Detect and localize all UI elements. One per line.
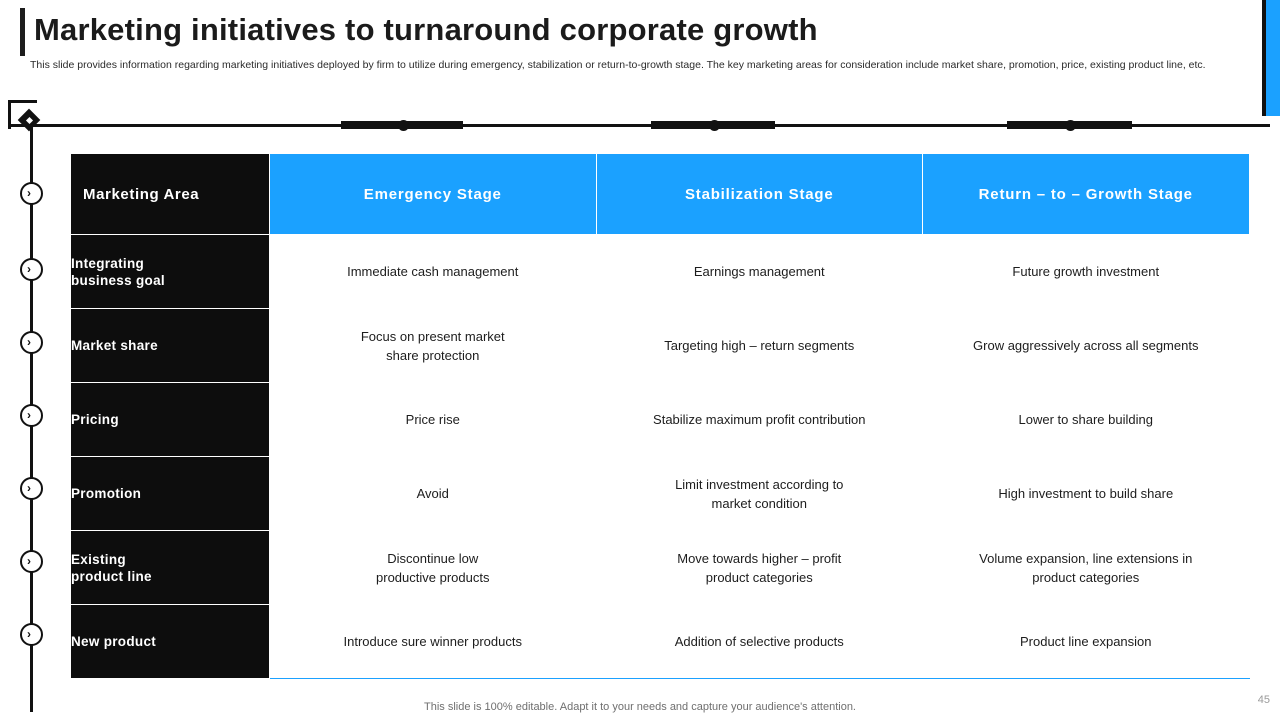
cell-return: Product line expansion <box>923 605 1250 679</box>
cell-stabilization: Earnings management <box>596 235 923 309</box>
table-row <box>71 309 1250 383</box>
rail-bullet-row-4 <box>20 477 43 500</box>
cell-emergency: Price rise <box>270 383 597 457</box>
cell-return: Volume expansion, line extensions in product categories <box>923 531 1250 605</box>
column-header-emergency-stage: Emergency Stage <box>270 154 597 235</box>
rail-bullet-row-6 <box>20 623 43 646</box>
cell-return: Grow aggressively across all segments <box>923 309 1250 383</box>
row-label: Market share <box>71 309 270 383</box>
cell-emergency: Focus on present market share protection <box>270 309 597 383</box>
cell-emergency: Discontinue low productive products <box>270 531 597 605</box>
row-label: New product <box>71 605 270 679</box>
cell-emergency: Immediate cash management <box>270 235 597 309</box>
rail-bullet-row-1 <box>20 258 43 281</box>
page-subtitle: This slide provides information regarding marketing initiatives deployed by firm to utilize during emergency, stabilization or return-to-growth stage. The key marketing areas for consideration include market share, promotion, price, existing product line, etc. <box>30 59 1206 71</box>
rail-bullet-row-5 <box>20 550 43 573</box>
table-row <box>71 457 1250 531</box>
cell-stabilization: Stabilize maximum profit contribution <box>596 383 923 457</box>
cell-emergency: Introduce sure winner products <box>270 605 597 679</box>
rail-dot-2 <box>709 120 720 131</box>
top-right-accent-dark <box>1262 0 1266 116</box>
cell-stabilization: Targeting high – return segments <box>596 309 923 383</box>
cell-return: Lower to share building <box>923 383 1250 457</box>
top-right-accent-blue <box>1266 0 1280 116</box>
table-row <box>71 605 1250 679</box>
cell-return: Future growth investment <box>923 235 1250 309</box>
cell-return: High investment to build share <box>923 457 1250 531</box>
row-label: Existing product line <box>71 531 270 605</box>
chevron-right-icon: › <box>27 627 31 641</box>
row-label: Promotion <box>71 457 270 531</box>
column-header-stabilization-stage: Stabilization Stage <box>596 154 923 235</box>
page-number: 45 <box>1257 694 1270 706</box>
chevron-right-icon: › <box>27 186 31 200</box>
column-header-marketing-area: Marketing Area <box>71 154 270 235</box>
rail-dot-1 <box>398 120 409 131</box>
page-title: Marketing initiatives to turnaround corporate growth <box>34 12 818 47</box>
cell-stabilization: Addition of selective products <box>596 605 923 679</box>
chevron-right-icon: › <box>27 408 31 422</box>
rail-bullet-row-3 <box>20 404 43 427</box>
cell-stabilization: Move towards higher – profit product categories <box>596 531 923 605</box>
row-label: Integrating business goal <box>71 235 270 309</box>
rail-bullet-row-2 <box>20 331 43 354</box>
table-row <box>71 235 1250 309</box>
cell-emergency: Avoid <box>270 457 597 531</box>
table-row <box>71 383 1250 457</box>
chevron-right-icon: › <box>27 554 31 568</box>
marketing-initiatives-table <box>70 153 1249 679</box>
rail-bullet-header <box>20 182 43 205</box>
chevron-right-icon: › <box>27 481 31 495</box>
column-header-return-to-growth-stage: Return – to – Growth Stage <box>923 154 1250 235</box>
title-accent-bar <box>20 8 25 56</box>
chevron-right-icon: › <box>27 335 31 349</box>
footer-note: This slide is 100% editable. Adapt it to your needs and capture your audience's attention. <box>424 701 856 713</box>
chevron-right-icon: › <box>27 262 31 276</box>
row-label: Pricing <box>71 383 270 457</box>
table-header-row <box>71 154 1250 235</box>
cell-stabilization: Limit investment according to market condition <box>596 457 923 531</box>
slide-header <box>0 0 1280 100</box>
table-row <box>71 531 1250 605</box>
rail-dot-3 <box>1065 120 1076 131</box>
